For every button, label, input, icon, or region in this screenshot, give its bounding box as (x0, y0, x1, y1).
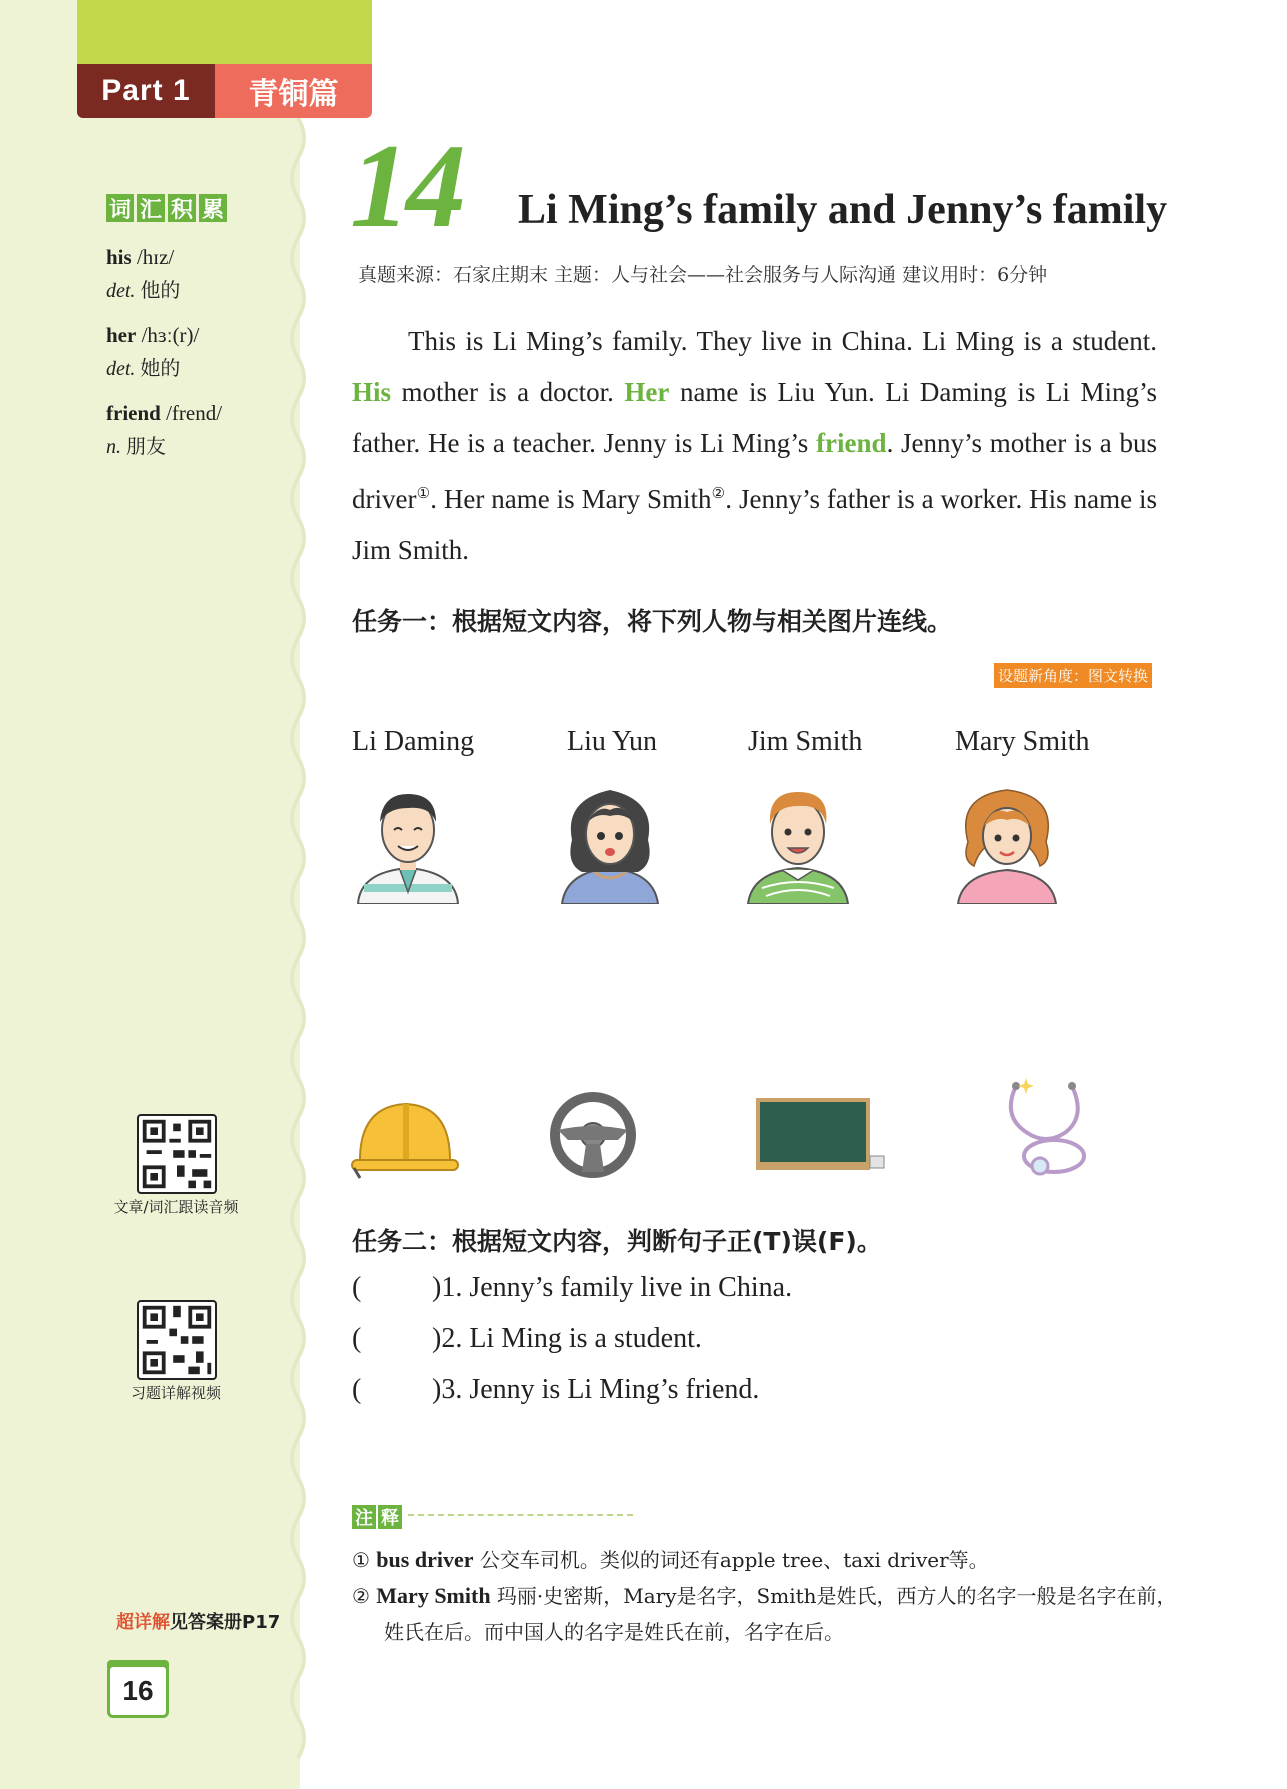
vocab-heading (106, 194, 227, 222)
notes-heading (352, 1505, 402, 1529)
note-2: ② Mary Smith 玛丽·史密斯，Mary是名字，Smith是姓氏，西方人的名字一般是名字在前，姓氏在后。而中国人的名字是姓氏在前，名字在后。 (352, 1583, 1177, 1644)
vocab-heading-char: 汇 (137, 194, 165, 222)
stethoscope-icon[interactable] (996, 1076, 1096, 1180)
vocab-word-her: her /hɜː(r)/ (106, 323, 200, 347)
li-daming-portrait-icon[interactable] (350, 780, 466, 904)
vocab-heading-char: 累 (199, 194, 227, 222)
judge-item-1[interactable]: ( )1. Jenny’s family live in China. (352, 1272, 793, 1303)
vocab-word-his: his /hɪz/ (106, 245, 175, 269)
reading-passage: This is Li Ming’s family. They live in China. Li Ming is a student. His mother is a doctor. Her name is Liu Yun. Li Daming is Li Ming’s father. He is a teacher. Jenny is Li Ming’s friend. Jenny’s mother is a bus driver①. Her name is Mary Smith②. Jenny’s father is a worker. His name is Jim Smith. (352, 326, 1157, 565)
lesson-meta: 真题来源：石家庄期末 主题：人与社会——社会服务与人际沟通 建议用时：6分钟 (358, 264, 1048, 286)
vocab-meaning-friend: n. 朋友 (106, 436, 166, 458)
vocab-heading-char: 词 (106, 194, 134, 222)
part-label: Part 1 (77, 64, 215, 118)
judge-item-2[interactable]: ( )2. Li Ming is a student. (352, 1323, 702, 1354)
blackboard-icon[interactable] (756, 1096, 886, 1176)
person-name-jim-smith: Jim Smith (748, 726, 863, 757)
person-name-li-daming: Li Daming (352, 726, 475, 757)
vocab-meaning-his: det. 他的 (106, 280, 181, 302)
qr-code-audio[interactable] (137, 1114, 217, 1194)
mary-smith-portrait-icon[interactable] (952, 780, 1062, 904)
task1-tag: 设题新角度：图文转换 (994, 663, 1152, 688)
vocab-meaning-her: det. 她的 (106, 358, 181, 380)
header-accent-block (77, 0, 372, 64)
notes-heading-char: 释 (378, 1505, 402, 1529)
notes-divider (408, 1514, 633, 1524)
part-level: 青铜篇 (215, 64, 372, 118)
steering-wheel-icon[interactable] (548, 1092, 638, 1178)
page-number: 16 (107, 1664, 169, 1718)
hard-hat-icon[interactable] (350, 1090, 460, 1180)
lesson-title: Li Ming’s family and Jenny’s family (518, 187, 1168, 233)
answer-reference: 超详解见答案册P17 (116, 1612, 281, 1633)
jim-smith-portrait-icon[interactable] (742, 780, 854, 904)
liu-yun-portrait-icon[interactable] (558, 780, 662, 904)
sidebar-wave-border (288, 118, 318, 1789)
judge-item-3[interactable]: ( )3. Jenny is Li Ming’s friend. (352, 1374, 760, 1405)
person-name-mary-smith: Mary Smith (955, 726, 1090, 757)
qr-code-video[interactable] (137, 1300, 217, 1380)
qr-video-label: 习题详解视频 (130, 1384, 221, 1402)
notes-heading-char: 注 (352, 1505, 376, 1529)
vocab-heading-char: 积 (168, 194, 196, 222)
note-1: ① bus driver 公交车司机。类似的词还有apple tree、taxi driver等。 (352, 1547, 989, 1572)
task1-title: 任务一：根据短文内容，将下列人物与相关图片连线。 (352, 607, 953, 636)
lesson-number: 14 (350, 119, 462, 252)
person-name-liu-yun: Liu Yun (567, 726, 657, 757)
qr-audio-label: 文章/词汇跟读音频 (113, 1198, 239, 1216)
vocab-word-friend: friend /frend/ (106, 401, 223, 425)
task2-title: 任务二：根据短文内容，判断句子正(T)误(F)。 (352, 1227, 882, 1256)
part-banner (77, 64, 372, 118)
